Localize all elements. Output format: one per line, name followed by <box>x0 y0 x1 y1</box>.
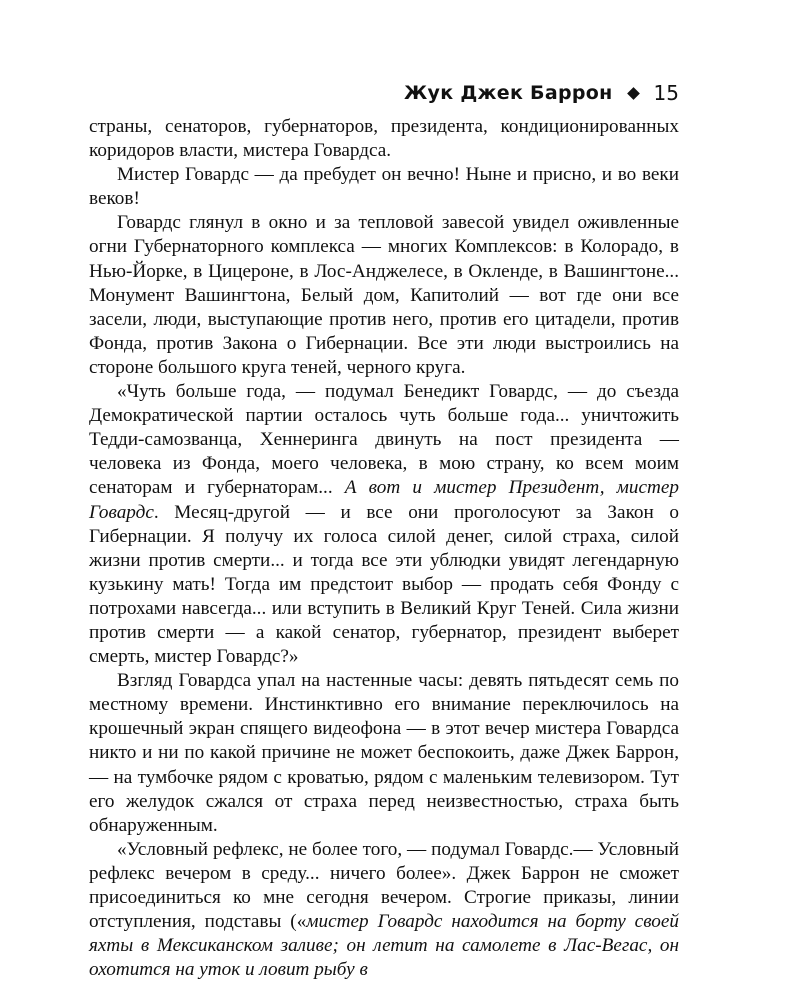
book-page <box>89 0 679 1000</box>
text-run: «Условный рефлекс, не более того, — подумал Говардс.— Условный рефлекс вечером в среду... ничего более». Джек Баррон не сможет присоединиться ко мне сегодня вечером. Строгие приказы, линии отступления, подставы (« <box>89 838 679 933</box>
italic-text-run: мистер Говардс находится на борту своей яхты в Мексиканском заливе; он летит на самолете в Лас-Вегас, он охотится на уток и ловит рыбу в <box>89 911 679 981</box>
body-text <box>89 115 679 982</box>
diamond-icon <box>627 87 640 100</box>
page-number: 15 <box>653 81 679 105</box>
text-run: Мистер Говардс — да пребудет он вечно! Ныне и присно, и во веки веков! <box>89 164 679 210</box>
paragraph <box>89 163 679 211</box>
running-head <box>404 78 679 108</box>
text-run: Говардс глянул в окно и за тепловой завесой увидел оживленные огни Губернаторного комплекса — многих Комплексов: в Колорадо, в Нью-Йорке, в Цицероне, в Лос-Анджелесе, в Окленде, в Вашингтоне... Монумент Вашингтона, Белый дом, Капитолий — вот где они все засели, люди, выступающие против него, против его цитадели, против Фонда, против Закона о Гибернации. Все эти люди выстроились на стороне большого круга теней, черного круга. <box>89 212 679 378</box>
text-run: страны, сенаторов, губернаторов, президента, кондиционированных коридоров власти, мистера Говардса. <box>89 116 679 162</box>
paragraph <box>89 211 679 380</box>
italic-text-run: А вот и мистер Президент, мистер Говардс <box>89 477 679 523</box>
paragraph <box>89 838 679 983</box>
text-run: . Месяц-другой — и все они проголосуют за Закон о Гибернации. Я получу их голоса силой денег, силой страха, силой жизни против смерти... и тогда все эти ублюдки увидят легендарную кузькину мать! Тогда им предстоит выбор — продать себя Фонду с потрохами навсегда... или вступить в Великий Круг Теней. Сила жизни против смерти — а какой сенатор, губернатор, президент выберет смерть, мистер Говардс?» <box>89 501 679 668</box>
paragraph <box>89 380 679 669</box>
paragraph <box>89 115 679 163</box>
text-run: «Чуть больше года, — подумал Бенедикт Говардс, — до съезда Демократической партии осталось чуть больше года... уничтожить Тедди-самозванца, Хеннеринга двинуть на пост президента — человека из Фонда, моего человека, в мою страну, ко всем моим сенаторам и губернаторам... <box>89 381 679 499</box>
book-title: Жук Джек Баррон <box>403 82 613 104</box>
text-run: Взгляд Говардса упал на настенные часы: девять пятьдесят семь по местному времени. Инстинктивно его внимание переключилось на крошечный экран спящего видеофона — в этот вечер мистера Говардса никто и ни по какой причине не может беспокоить, даже Джек Баррон, — на тумбочке рядом с кроватью, рядом с маленьким телевизором. Тут его желудок сжался от страха перед неизвестностью, страха быть обнаруженным. <box>89 670 679 836</box>
paragraph <box>89 669 679 838</box>
